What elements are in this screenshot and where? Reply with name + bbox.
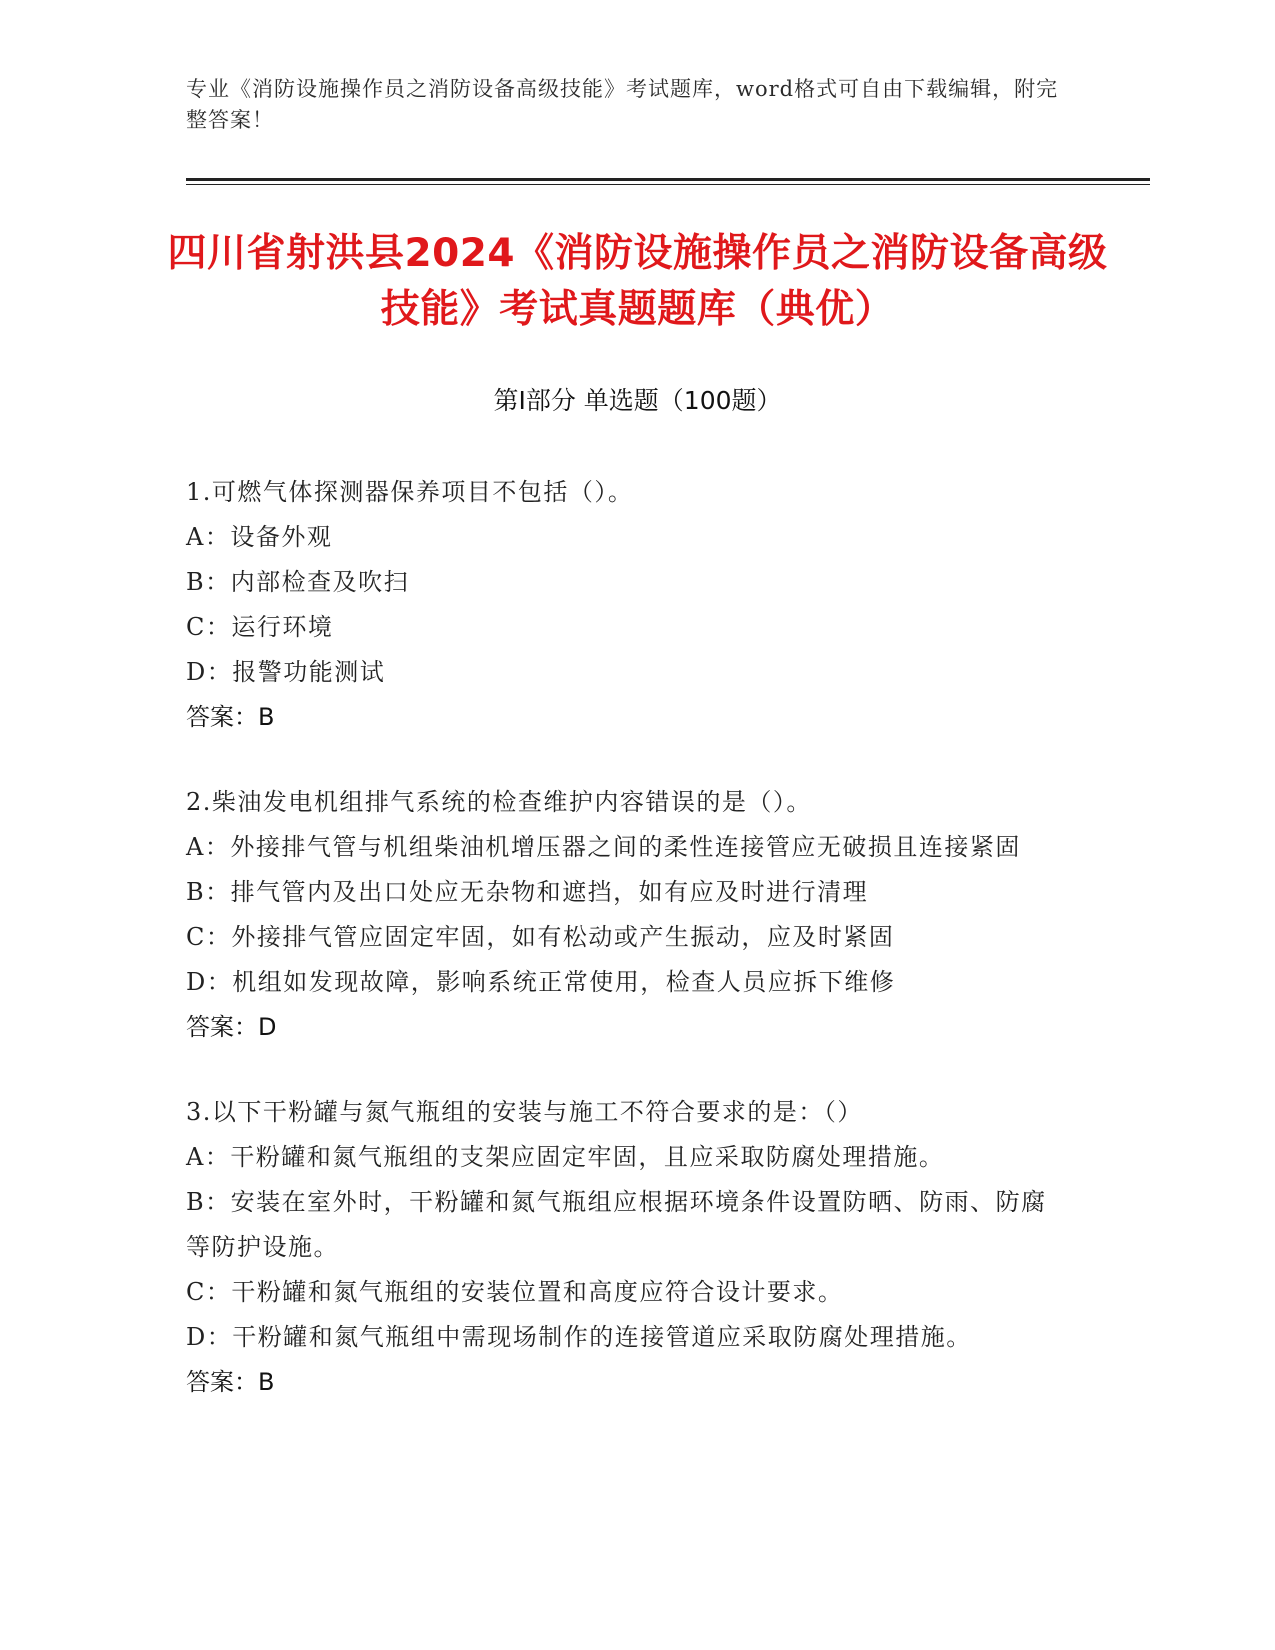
- question-stem: 1.可燃气体探测器保养项目不包括（）。: [186, 478, 634, 506]
- option-d: D：干粉罐和氮气瓶组中需现场制作的连接管道应采取防腐处理措施。: [186, 1323, 972, 1351]
- option-c: C：运行环境: [186, 613, 334, 641]
- answer-line: 答案：B: [186, 703, 275, 731]
- question-list: [186, 470, 1066, 1445]
- option-d: D：报警功能测试: [186, 658, 386, 686]
- answer-line: 答案：D: [186, 1013, 277, 1041]
- question-1: [186, 470, 1066, 740]
- option-c: C：外接排气管应固定牢固，如有松动或产生振动，应及时紧固: [186, 923, 895, 951]
- header-divider-thin: [186, 184, 1150, 185]
- document-title: 四川省射洪县2024《消防设施操作员之消防设备高级技能》考试真题题库（典优）: [167, 231, 1108, 332]
- option-b: B：排气管内及出口处应无杂物和遮挡，如有应及时进行清理: [186, 878, 869, 906]
- option-a: A：外接排气管与机组柴油机增压器之间的柔性连接管应无破损且连接紧固: [186, 833, 1021, 861]
- question-3: [186, 1090, 1066, 1405]
- answer-line: 答案：B: [186, 1368, 275, 1396]
- header-divider-thick: [186, 178, 1150, 181]
- question-stem: 2.柴油发电机组排气系统的检查维护内容错误的是（）。: [186, 788, 812, 816]
- header-note: 专业《消防设施操作员之消防设备高级技能》考试题库，word格式可自由下载编辑，附完整答案！: [186, 77, 1059, 132]
- option-c: C：干粉罐和氮气瓶组的安装位置和高度应符合设计要求。: [186, 1278, 844, 1306]
- option-d: D：机组如发现故障，影响系统正常使用，检查人员应拆下维修: [186, 968, 896, 996]
- option-a: A：设备外观: [186, 523, 333, 551]
- option-a: A：干粉罐和氮气瓶组的支架应固定牢固，且应采取防腐处理措施。: [186, 1143, 945, 1171]
- section-heading: 第Ⅰ部分 单选题（100题）: [493, 386, 782, 415]
- option-b: B：内部检查及吹扫: [186, 568, 410, 596]
- question-stem: 3.以下干粉罐与氮气瓶组的安装与施工不符合要求的是：（）: [186, 1098, 863, 1126]
- option-b: B：安装在室外时，干粉罐和氮气瓶组应根据环境条件设置防晒、防雨、防腐等防护设施。: [186, 1188, 1047, 1261]
- question-2: [186, 780, 1066, 1050]
